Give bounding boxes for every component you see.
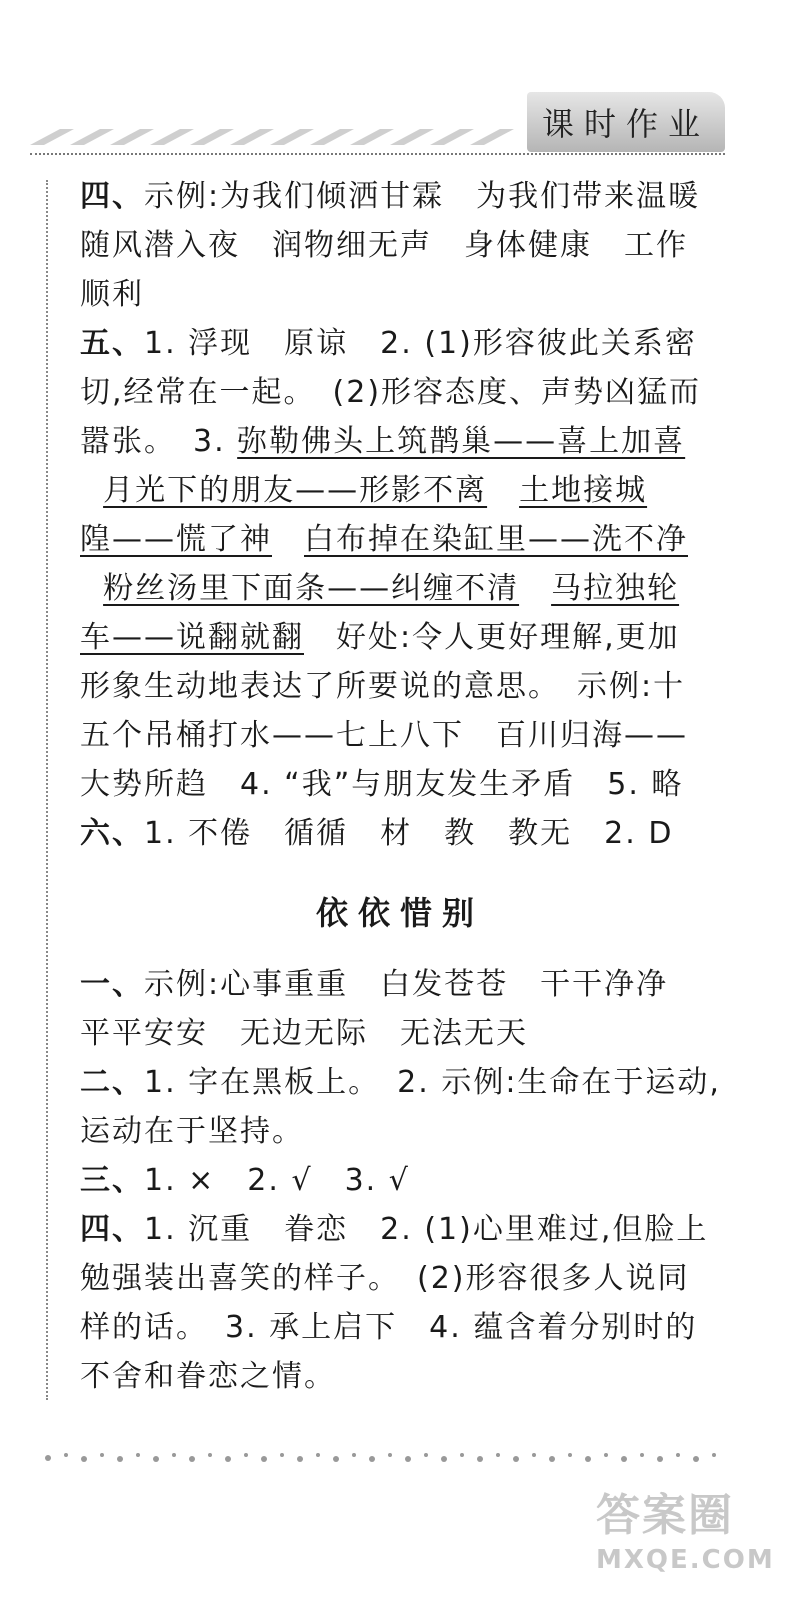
answer-text: 平平安安 无边无际 无法无天 <box>80 1016 528 1051</box>
header-divider <box>30 153 725 155</box>
answer-text: 1. 字在黑板上。 2. 示例:生命在于运动, <box>144 1065 721 1100</box>
answer-text: 示例:心事重重 白发苍苍 干干净净 <box>144 967 669 1002</box>
answer-text: 随风潜入夜 润物细无声 身体健康 工作 <box>80 228 688 263</box>
answer-content <box>80 172 720 1401</box>
underlined-answer: 白布掉在染缸里——洗不净 <box>304 522 688 557</box>
answer-line <box>80 368 720 417</box>
answer-text: 示例:为我们倾洒甘霖 为我们带来温暖 <box>144 179 701 214</box>
answer-line <box>80 711 720 760</box>
answer-line <box>80 760 720 809</box>
answer-line <box>80 1254 720 1303</box>
underlined-answer: 粉丝汤里下面条——纠缠不清 <box>103 571 520 606</box>
answer-text: 1. 浮现 原谅 2. (1)形容彼此关系密 <box>144 326 697 361</box>
section-title: 依依惜别 <box>315 894 484 932</box>
question-number: 四、 <box>80 1212 144 1247</box>
answer-line <box>80 1009 720 1058</box>
answer-text: 切,经常在一起。 (2)形容态度、声势凶猛而 <box>80 375 702 410</box>
underlined-answer: 月光下的朋友——形影不离 <box>103 473 488 508</box>
answer-line <box>80 515 720 564</box>
answer-text: 好处:令人更好理解,更加 <box>304 620 680 655</box>
answer-line <box>80 1107 720 1156</box>
underlined-answer: 马拉独轮 <box>551 571 680 606</box>
answer-text: 1. × 2. √ 3. √ <box>144 1163 410 1198</box>
question-number: 五、 <box>80 326 144 361</box>
question-number: 六、 <box>80 816 144 851</box>
question-number: 一、 <box>80 967 144 1002</box>
answer-line <box>80 662 720 711</box>
answer-line <box>80 172 720 221</box>
answer-text <box>272 522 304 557</box>
footer-decoration <box>40 1448 720 1468</box>
underlined-answer: 弥勒佛头上筑鹊巢——喜上加喜 <box>237 424 686 459</box>
header-decoration <box>30 125 530 147</box>
answer-text: 勉强装出喜笑的样子。 (2)形容很多人说同 <box>80 1261 690 1296</box>
answer-text: 顺利 <box>80 277 144 312</box>
question-number: 四、 <box>80 179 144 214</box>
answer-line <box>80 221 720 270</box>
answer-text: 不舍和眷恋之情。 <box>80 1359 336 1394</box>
answer-line <box>80 564 720 613</box>
watermark-logo-text: 答案圈 <box>596 1490 734 1541</box>
answer-line <box>80 417 720 466</box>
answer-text: 1. 不倦 循循 材 教 教无 2. D <box>144 816 674 851</box>
answer-line <box>80 1058 720 1107</box>
answer-line <box>80 1352 720 1401</box>
watermark <box>596 1490 775 1590</box>
watermark-url: MXQE.COM <box>596 1545 775 1575</box>
answer-text: 嚣张。 3. <box>80 424 238 459</box>
header-dash-pattern <box>30 125 530 147</box>
underlined-answer: 车——说翻就翻 <box>80 620 304 655</box>
question-number: 二、 <box>80 1065 144 1100</box>
answer-text: 运动在于坚持。 <box>80 1114 304 1149</box>
left-margin-rule <box>46 180 48 1400</box>
underlined-answer: 土地接城 <box>519 473 648 508</box>
answer-text: 形象生动地表达了所要说的意思。 示例:十 <box>80 669 686 704</box>
answer-line <box>80 1156 720 1205</box>
answer-line <box>80 270 720 319</box>
underlined-answer: 隍——慌了神 <box>80 522 272 557</box>
answer-line <box>80 1303 720 1352</box>
answer-text <box>519 571 551 606</box>
header-title: 课时作业 <box>541 105 710 143</box>
answer-line <box>80 613 720 662</box>
answer-line <box>80 809 720 858</box>
answer-text: 大势所趋 4. “我”与朋友发生矛盾 5. 略 <box>80 767 684 802</box>
answer-text: 1. 沉重 眷恋 2. (1)心里难过,但脸上 <box>144 1212 709 1247</box>
answer-text <box>487 473 519 508</box>
answer-text: 五个吊桶打水——七上八下 百川归海—— <box>80 718 688 753</box>
answer-line <box>80 466 720 515</box>
header-title-box <box>527 92 725 152</box>
answer-line <box>80 319 720 368</box>
question-number: 三、 <box>80 1163 144 1198</box>
answer-text: 样的话。 3. 承上启下 4. 蕴含着分别时的 <box>80 1310 698 1345</box>
answer-line <box>80 960 720 1009</box>
answer-line <box>80 1205 720 1254</box>
footer-dot-pattern <box>40 1448 720 1468</box>
